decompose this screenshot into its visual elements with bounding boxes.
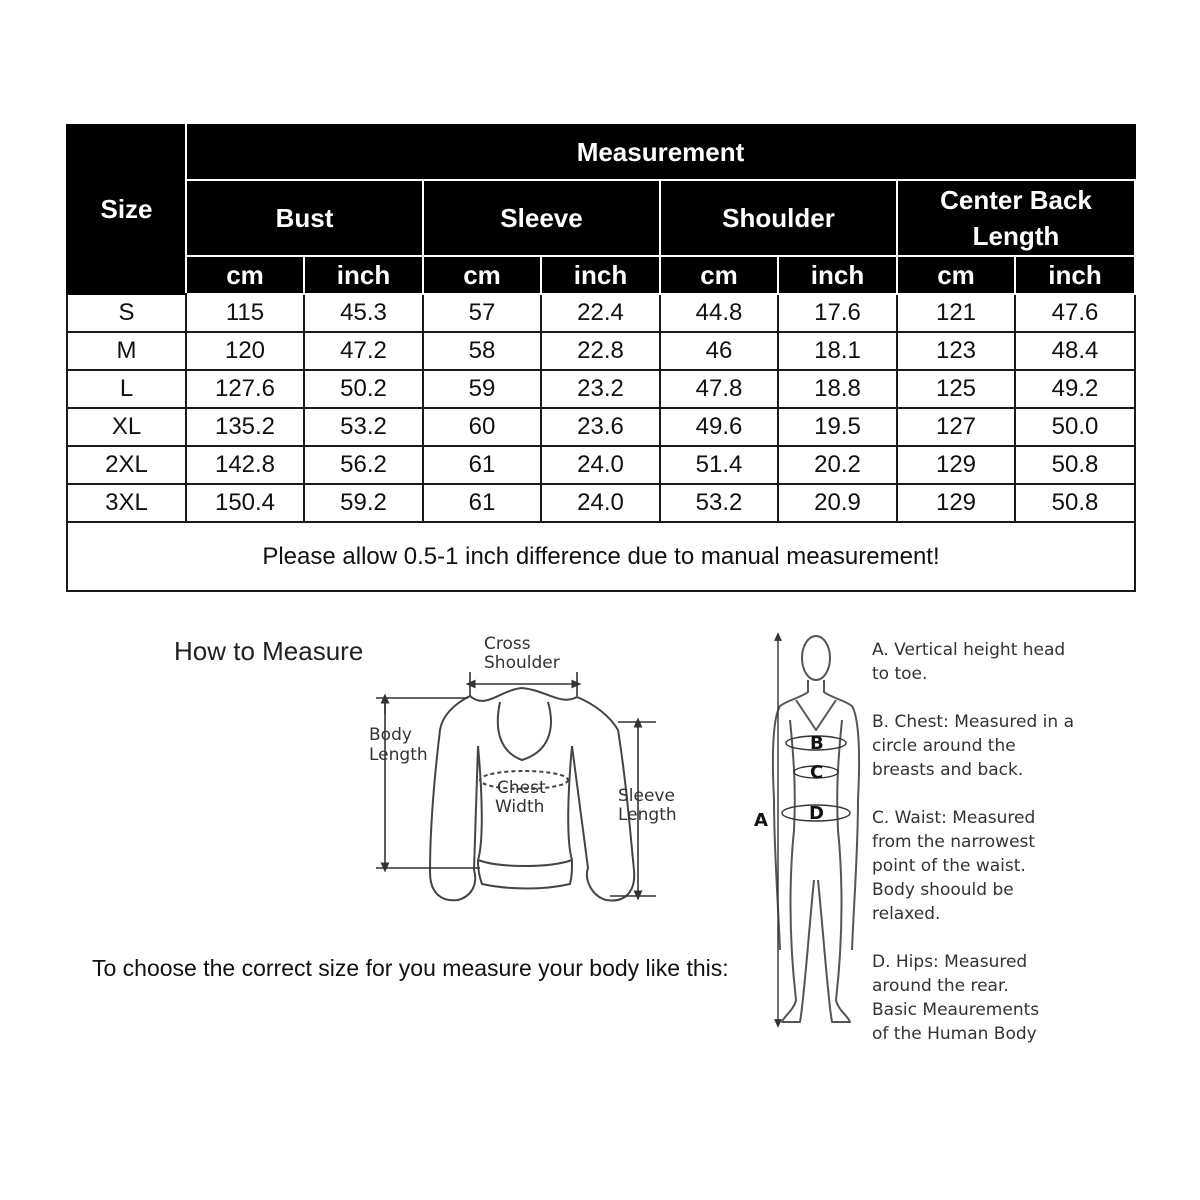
table-cell: 49.6 [660, 408, 778, 446]
cross-shoulder-label: Cross [484, 634, 531, 654]
table-cell: 48.4 [1015, 332, 1135, 370]
table-cell: 24.0 [541, 446, 660, 484]
table-cell: 50.2 [304, 370, 423, 408]
bust-header: Bust [186, 180, 423, 256]
body-label-c: C [810, 762, 824, 783]
unit-header: cm [423, 256, 541, 294]
size-cell: L [67, 370, 186, 408]
table-cell: 20.2 [778, 446, 897, 484]
table-cell: 129 [897, 446, 1015, 484]
table-cell: 53.2 [660, 484, 778, 522]
table-cell: 19.5 [778, 408, 897, 446]
table-cell: 50.8 [1015, 446, 1135, 484]
table-cell: 45.3 [304, 294, 423, 332]
chest-width-label: Chest [497, 778, 546, 798]
table-cell: 61 [423, 484, 541, 522]
table-cell: 47.6 [1015, 294, 1135, 332]
cross-shoulder-label: Shoulder [484, 653, 560, 673]
sleeve-length-label: Length [618, 805, 677, 825]
how-to-measure-label: How to Measure [174, 636, 364, 666]
table-cell: 135.2 [186, 408, 304, 446]
sleeve-length-label: Sleeve [618, 786, 675, 806]
body-figure [773, 636, 859, 1022]
body-label-d: D [809, 803, 824, 824]
body-label-b: B [810, 733, 824, 754]
sleeve-header: Sleeve [423, 180, 660, 256]
table-cell: 127 [897, 408, 1015, 446]
unit-header: cm [186, 256, 304, 294]
body-measurement-notes [872, 638, 1172, 1070]
size-cell: XL [67, 408, 186, 446]
note-vertical-height: A. Vertical height head to toe. [872, 640, 1066, 684]
table-cell: 46 [660, 332, 778, 370]
unit-header: inch [304, 256, 423, 294]
table-cell: 51.4 [660, 446, 778, 484]
size-cell: M [67, 332, 186, 370]
table-cell: 115 [186, 294, 304, 332]
unit-header: cm [897, 256, 1015, 294]
chest-width-label: Width [495, 797, 545, 817]
choose-size-instruction: To choose the correct size for you measure your body like this: [92, 955, 729, 981]
table-cell: 57 [423, 294, 541, 332]
table-cell: 129 [897, 484, 1015, 522]
body-label-a: A [754, 810, 768, 831]
table-cell: 20.9 [778, 484, 897, 522]
unit-header: cm [660, 256, 778, 294]
table-cell: 23.2 [541, 370, 660, 408]
unit-header: inch [541, 256, 660, 294]
body-length-label: Length [369, 745, 428, 765]
table-cell: 56.2 [304, 446, 423, 484]
measurement-header: Measurement [186, 125, 1135, 180]
table-cell: 22.8 [541, 332, 660, 370]
table-cell: 18.8 [778, 370, 897, 408]
size-cell: 2XL [67, 446, 186, 484]
body-length-label: Body [369, 725, 412, 745]
table-cell: 58 [423, 332, 541, 370]
table-cell: 59.2 [304, 484, 423, 522]
unit-header: inch [1015, 256, 1135, 294]
table-cell: 47.8 [660, 370, 778, 408]
table-cell: 121 [897, 294, 1015, 332]
size-cell: 3XL [67, 484, 186, 522]
measurement-note: Please allow 0.5-1 inch difference due to manual measurement! [67, 522, 1135, 591]
table-cell: 44.8 [660, 294, 778, 332]
table-cell: 127.6 [186, 370, 304, 408]
table-cell: 49.2 [1015, 370, 1135, 408]
table-cell: 120 [186, 332, 304, 370]
table-cell: 125 [897, 370, 1015, 408]
note-chest: B. Chest: Measured in a circle around the breasts and back. [872, 712, 1074, 780]
table-cell: 59 [423, 370, 541, 408]
table-cell: 50.8 [1015, 484, 1135, 522]
table-cell: 23.6 [541, 408, 660, 446]
center-back-length-header: Center Back Length [897, 180, 1135, 256]
table-cell: 22.4 [541, 294, 660, 332]
note-waist: C. Waist: Measured from the narrowest point of the waist. Body shoould be relaxed. [872, 808, 1036, 924]
unit-header: inch [778, 256, 897, 294]
table-cell: 60 [423, 408, 541, 446]
shoulder-header: Shoulder [660, 180, 897, 256]
table-cell: 24.0 [541, 484, 660, 522]
table-cell: 18.1 [778, 332, 897, 370]
note-hips: D. Hips: Measured around the rear. Basic Meaurements of the Human Body [872, 952, 1040, 1044]
table-cell: 17.6 [778, 294, 897, 332]
size-header: Size [67, 125, 186, 294]
table-cell: 61 [423, 446, 541, 484]
size-cell: S [67, 294, 186, 332]
table-cell: 47.2 [304, 332, 423, 370]
table-cell: 123 [897, 332, 1015, 370]
table-cell: 150.4 [186, 484, 304, 522]
table-cell: 50.0 [1015, 408, 1135, 446]
table-cell: 142.8 [186, 446, 304, 484]
table-cell: 53.2 [304, 408, 423, 446]
